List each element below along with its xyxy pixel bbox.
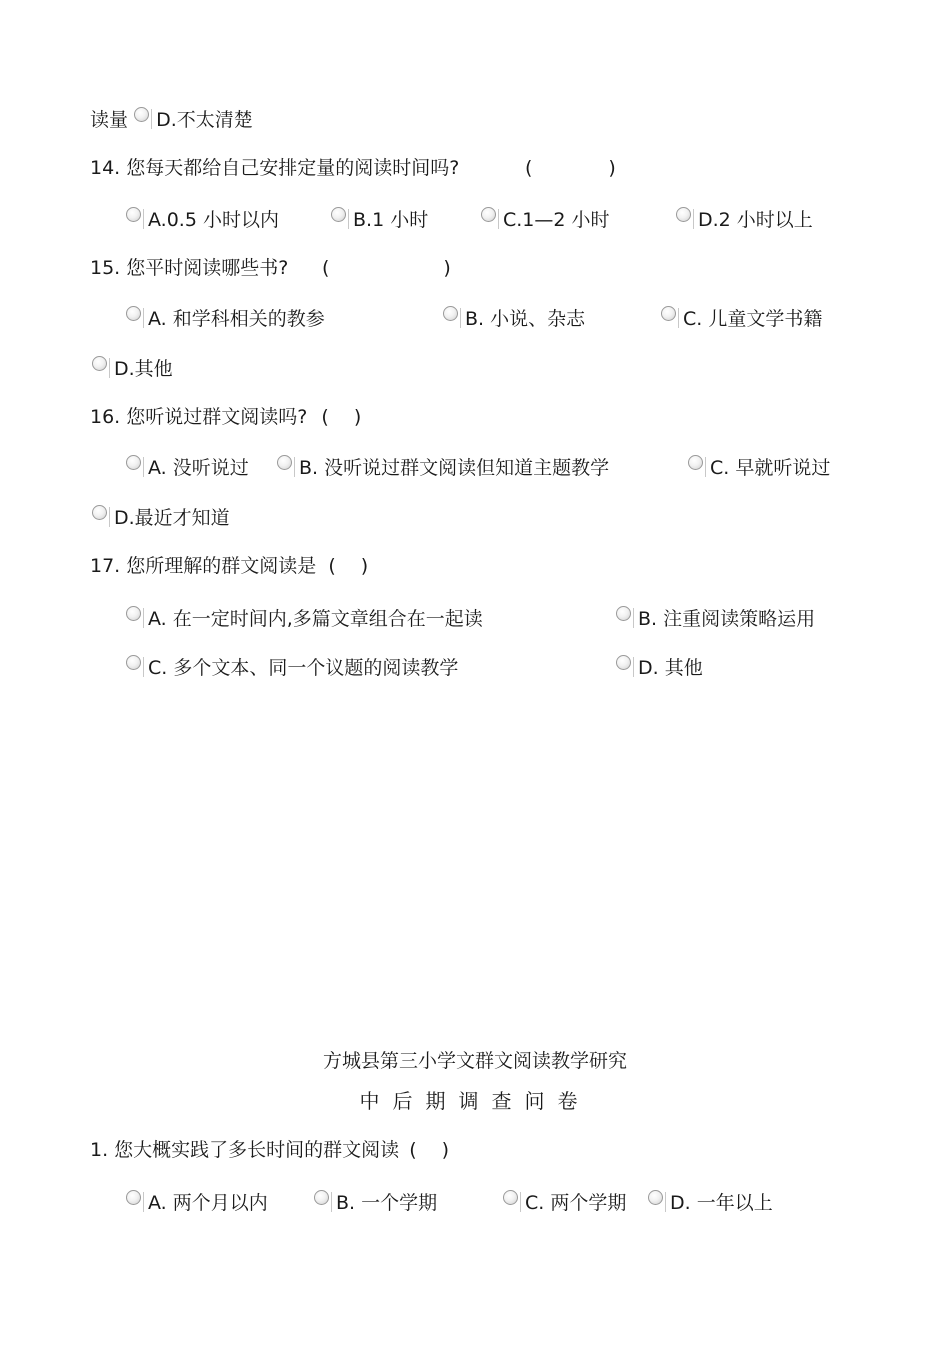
question-15: [90, 256, 288, 280]
radio-prev-d[interactable]: [134, 107, 149, 122]
radio-17b[interactable]: [616, 606, 631, 621]
radio-16b[interactable]: [277, 455, 292, 470]
q14-option-a[interactable]: [126, 207, 279, 232]
q14-option-d[interactable]: [676, 207, 813, 232]
q17-option-b[interactable]: [616, 606, 815, 631]
q1-option-d-label: D. 一年以上: [670, 1192, 773, 1214]
q1-option-b[interactable]: [314, 1190, 437, 1215]
option-divider: [109, 358, 110, 378]
radio-14b[interactable]: [331, 207, 346, 222]
q15-option-c[interactable]: [661, 306, 822, 331]
option-divider: [498, 209, 499, 229]
option-divider: [633, 657, 634, 677]
q16-option-d[interactable]: [92, 505, 230, 530]
question-16-blank: ( ): [321, 406, 362, 428]
question-15-blank: ( ): [322, 257, 451, 279]
prev-question-prefix: 读量: [90, 109, 129, 131]
q16-option-c-label: C. 早就听说过: [710, 457, 831, 479]
option-divider: [109, 507, 110, 527]
question-14-text: 14. 您每天都给自己安排定量的阅读时间吗?: [90, 157, 460, 179]
radio-16d[interactable]: [92, 505, 107, 520]
q14-option-b-label: B.1 小时: [353, 209, 429, 231]
question-16: [90, 405, 361, 429]
q16-option-b-label: B. 没听说过群文阅读但知道主题教学: [299, 457, 610, 479]
q15-option-c-label: C. 儿童文学书籍: [683, 308, 823, 330]
radio-17a[interactable]: [126, 606, 141, 621]
survey-subtitle: 中后期调查问卷: [359, 1089, 591, 1113]
question-17-blank: ( ): [328, 555, 369, 577]
question-14: [90, 156, 459, 180]
q15-option-b-label: B. 小说、杂志: [465, 308, 586, 330]
q17-option-c-label: C. 多个文本、同一个议题的阅读教学: [148, 657, 459, 679]
q1-option-c-label: C. 两个学期: [525, 1192, 627, 1214]
radio-1c[interactable]: [503, 1190, 518, 1205]
radio-15b[interactable]: [443, 306, 458, 321]
radio-17c[interactable]: [126, 655, 141, 670]
q15-option-b[interactable]: [443, 306, 585, 331]
q1-option-d[interactable]: [648, 1190, 773, 1215]
option-divider: [143, 1192, 144, 1212]
option-divider: [520, 1192, 521, 1212]
option-divider: [705, 457, 706, 477]
question-17: [90, 554, 368, 578]
q14-option-b[interactable]: [331, 207, 428, 232]
question-1-blank: ( ): [409, 1139, 450, 1161]
question-15-text: 15. 您平时阅读哪些书?: [90, 257, 289, 279]
option-divider: [665, 1192, 666, 1212]
option-divider: [633, 608, 634, 628]
q16-option-a[interactable]: [126, 455, 249, 480]
q1-option-c[interactable]: [503, 1190, 626, 1215]
q14-option-c[interactable]: [481, 207, 610, 232]
q17-option-a[interactable]: [126, 606, 483, 631]
option-divider: [143, 608, 144, 628]
prev-question-tail: [90, 107, 253, 132]
q1-option-a[interactable]: [126, 1190, 268, 1215]
option-divider: [348, 209, 349, 229]
q15-option-d[interactable]: [92, 356, 173, 381]
question-17-text: 17. 您所理解的群文阅读是: [90, 555, 317, 577]
q16-option-c[interactable]: [688, 455, 830, 480]
survey-title: 方城县第三小学文群文阅读教学研究: [322, 1050, 627, 1072]
option-divider: [693, 209, 694, 229]
q15-option-a-label: A. 和学科相关的教参: [148, 308, 325, 330]
option-divider: [143, 308, 144, 328]
option-divider: [294, 457, 295, 477]
q17-option-d[interactable]: [616, 655, 703, 680]
question-1-text: 1. 您大概实践了多长时间的群文阅读: [90, 1139, 400, 1161]
q14-option-a-label: A.0.5 小时以内: [148, 209, 279, 231]
radio-14a[interactable]: [126, 207, 141, 222]
q17-option-c[interactable]: [126, 655, 458, 680]
question-14-blank: ( ): [525, 157, 616, 179]
q14-option-d-label: D.2 小时以上: [698, 209, 813, 231]
radio-16a[interactable]: [126, 455, 141, 470]
q16-option-d-label: D.最近才知道: [114, 507, 230, 529]
q17-option-d-label: D. 其他: [638, 657, 703, 679]
question-16-text: 16. 您听说过群文阅读吗?: [90, 406, 308, 428]
option-divider: [460, 308, 461, 328]
radio-15d[interactable]: [92, 356, 107, 371]
radio-17d[interactable]: [616, 655, 631, 670]
option-divider: [331, 1192, 332, 1212]
radio-14c[interactable]: [481, 207, 496, 222]
radio-15c[interactable]: [661, 306, 676, 321]
q1-option-a-label: A. 两个月以内: [148, 1192, 268, 1214]
radio-1d[interactable]: [648, 1190, 663, 1205]
q17-option-a-label: A. 在一定时间内,多篇文章组合在一起读: [148, 608, 483, 630]
q16-option-a-label: A. 没听说过: [148, 457, 249, 479]
option-divider: [151, 109, 152, 129]
radio-1a[interactable]: [126, 1190, 141, 1205]
q14-option-c-label: C.1—2 小时: [503, 209, 610, 231]
q1-option-b-label: B. 一个学期: [336, 1192, 438, 1214]
option-divider: [143, 209, 144, 229]
q15-option-a[interactable]: [126, 306, 325, 331]
option-prev-d-label: D.不太清楚: [156, 109, 253, 131]
option-divider: [143, 657, 144, 677]
radio-15a[interactable]: [126, 306, 141, 321]
option-divider: [678, 308, 679, 328]
radio-16c[interactable]: [688, 455, 703, 470]
q15-option-d-label: D.其他: [114, 358, 173, 380]
question-1: [90, 1138, 449, 1162]
q16-option-b[interactable]: [277, 455, 609, 480]
q17-option-b-label: B. 注重阅读策略运用: [638, 608, 816, 630]
radio-1b[interactable]: [314, 1190, 329, 1205]
radio-14d[interactable]: [676, 207, 691, 222]
option-divider: [143, 457, 144, 477]
